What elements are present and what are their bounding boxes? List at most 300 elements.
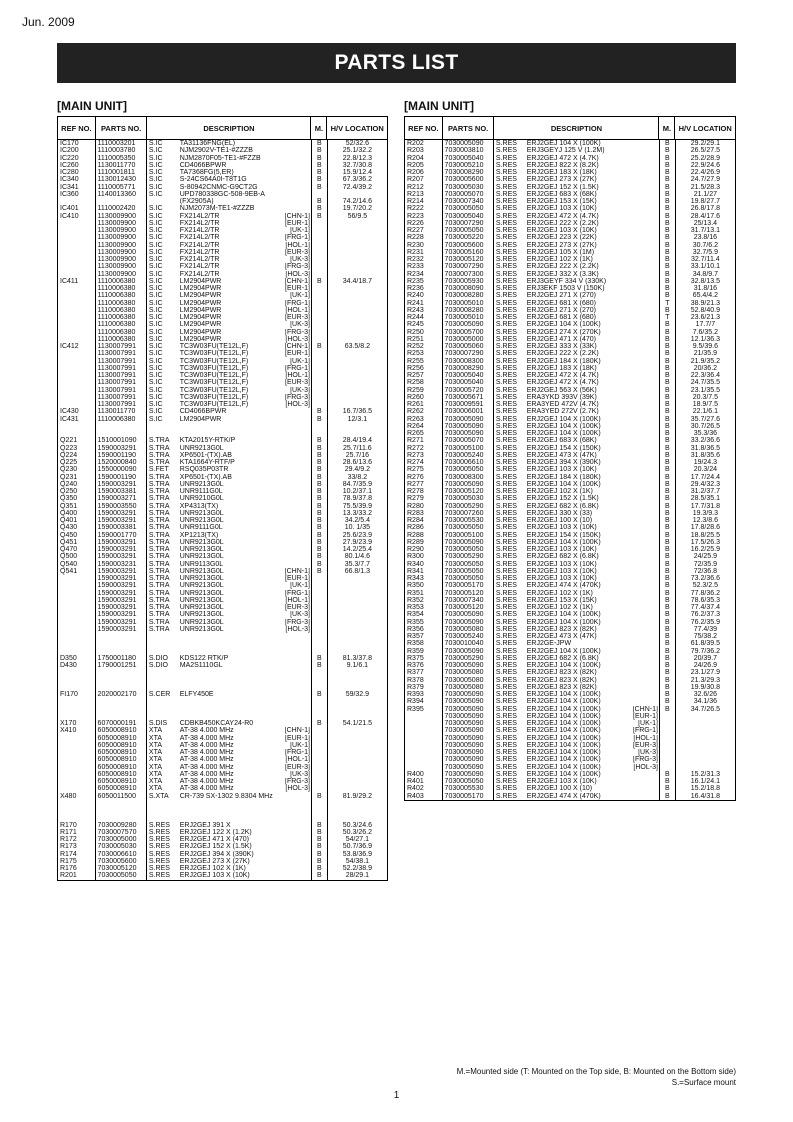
description-cell bbox=[494, 727, 659, 734]
parts-no-cell: 1590003271 bbox=[97, 495, 137, 503]
part-type-cell: S.IC bbox=[148, 176, 163, 184]
ref-no-cell bbox=[58, 742, 95, 749]
parts-no-cell: 7030005120 bbox=[444, 589, 484, 597]
ref-no-cell: FI170 bbox=[60, 691, 78, 698]
mounted-side-cell: B bbox=[664, 618, 670, 626]
hv-location-cell: 73.2/36.6 bbox=[690, 575, 720, 582]
ref-no-cell: Q470 bbox=[60, 546, 78, 553]
hv-location-cell bbox=[328, 387, 387, 394]
mounted-side-cell: B bbox=[664, 488, 670, 495]
part-description: ERJ2GEJ 104 X (100K) bbox=[526, 611, 601, 619]
part-type-cell: S.RES bbox=[495, 473, 517, 481]
ref-no-cell: R276 bbox=[407, 473, 424, 481]
mounted-side-cell bbox=[312, 329, 327, 336]
parts-no-cell: 7030005010 bbox=[444, 314, 484, 321]
ref-no-cell: R258 bbox=[407, 379, 424, 387]
description-cell bbox=[147, 749, 311, 756]
parts-no-cell: 1110002420 bbox=[97, 205, 136, 213]
ref-no-cell: R228 bbox=[407, 234, 424, 242]
ref-no-cell bbox=[58, 300, 95, 307]
part-description: ERJ2GEJ 222 X (2.2K) bbox=[526, 350, 599, 358]
description-cell bbox=[147, 314, 311, 321]
parts-no-cell: 6050008910 bbox=[97, 741, 137, 749]
mounted-side-cell: B bbox=[664, 379, 670, 387]
part-description: ERJ2GEJ 472 X (4.7K) bbox=[526, 379, 599, 387]
hv-location-cell bbox=[676, 742, 735, 749]
ref-no-cell bbox=[58, 706, 95, 713]
mounted-side-cell bbox=[312, 242, 327, 249]
parts-no-cell bbox=[96, 713, 146, 720]
hv-location-cell bbox=[328, 742, 387, 749]
part-description: ERJ2GEJ 472 X (4.7K) bbox=[526, 154, 599, 162]
parts-no-cell: 1590003550 bbox=[97, 502, 137, 510]
hv-location-cell: 34.1/36 bbox=[693, 698, 718, 706]
mounted-side-cell: B bbox=[664, 691, 670, 698]
mounted-side-cell bbox=[312, 648, 327, 655]
description-cell bbox=[494, 698, 659, 705]
hv-location-cell bbox=[328, 336, 387, 343]
part-description: ERJ2GEJ 391 X bbox=[179, 821, 231, 829]
ref-no-cell: R277 bbox=[407, 480, 424, 488]
version-code: [HOL-1] bbox=[633, 734, 658, 742]
parts-no-cell: 1130009900 bbox=[97, 212, 136, 220]
location-column bbox=[676, 140, 735, 800]
part-type-cell: S.RES bbox=[495, 509, 517, 517]
part-type-cell: S.RES bbox=[495, 618, 517, 626]
description-cell bbox=[494, 343, 659, 350]
parts-no-cell: 7030005050 bbox=[444, 466, 484, 474]
mounted-side-cell: B bbox=[664, 698, 670, 706]
hv-location-cell bbox=[328, 372, 387, 379]
parts-no-cell: 7030008280 bbox=[444, 306, 484, 314]
part-description: UPD780338GC-508-9EB-A bbox=[179, 190, 265, 198]
header-description: DESCRIPTION bbox=[147, 117, 311, 139]
mounted-side-cell: B bbox=[664, 328, 670, 336]
description-cell bbox=[147, 503, 311, 510]
mounted-side-cell: B bbox=[664, 422, 670, 430]
ref-no-cell: Q231 bbox=[60, 473, 78, 481]
hv-location-cell bbox=[328, 807, 387, 814]
hv-location-cell: 34.8/9.7 bbox=[692, 270, 719, 278]
hv-location-cell: 81.3/37.8 bbox=[342, 654, 372, 662]
parts-no-cell: 7030005090 bbox=[444, 727, 484, 735]
description-cell bbox=[494, 735, 659, 742]
mounted-side-cell: B bbox=[664, 459, 670, 466]
parts-no-cell: 7030005090 bbox=[444, 763, 484, 771]
part-type-cell: S.TRA bbox=[148, 473, 170, 481]
hv-location-cell: 22.4/26.9 bbox=[690, 169, 720, 176]
hv-location-cell: 78.9/37.8 bbox=[342, 495, 372, 503]
part-type-cell: S.RES bbox=[495, 270, 517, 278]
description-cell bbox=[494, 394, 659, 401]
part-description: TC3W03FU(TE12L,F) bbox=[179, 379, 249, 387]
parts-no-cell: 7030005040 bbox=[444, 212, 484, 220]
part-description: S-80942CNMC-G9CT2G bbox=[179, 183, 258, 191]
hv-location-cell bbox=[328, 785, 387, 792]
part-type-cell: S.RES bbox=[495, 749, 517, 756]
mounted-side-cell: B bbox=[316, 147, 322, 155]
description-cell bbox=[147, 379, 311, 386]
hv-location-cell bbox=[328, 604, 387, 611]
description-cell bbox=[147, 213, 311, 220]
part-type-cell: S.RES bbox=[495, 328, 517, 336]
description-cell bbox=[494, 713, 659, 720]
mounted-side-cell: B bbox=[316, 473, 322, 481]
part-type-cell: S.TRA bbox=[148, 596, 170, 604]
description-cell bbox=[494, 227, 659, 234]
part-type-cell: S.IC bbox=[148, 357, 163, 365]
hv-location-cell: 10. 1/35 bbox=[344, 524, 371, 532]
part-type-cell: S.RES bbox=[495, 763, 517, 771]
description-cell bbox=[494, 626, 659, 633]
mounted-side-cell: B bbox=[316, 792, 322, 800]
mounted-side-cell bbox=[312, 256, 327, 263]
ref-no-cell: R222 bbox=[407, 205, 424, 213]
description-cell bbox=[147, 561, 311, 568]
description-cell bbox=[494, 184, 659, 191]
parts-no-cell: 1110006380 bbox=[97, 306, 136, 314]
hv-location-cell bbox=[676, 727, 735, 734]
parts-no-cell: 1590003291 bbox=[97, 596, 137, 604]
part-description: ERJ2GEJ 104 X (100K) bbox=[526, 415, 601, 423]
part-description: AT-38 4.000 MHz bbox=[179, 749, 234, 756]
hv-location-cell bbox=[328, 234, 387, 241]
part-type-cell: S.TRA bbox=[148, 451, 170, 459]
parts-no-cell: 1590003231 bbox=[97, 560, 137, 568]
mounted-side-cell bbox=[312, 227, 327, 234]
hv-location-cell bbox=[328, 307, 387, 314]
ref-no-cell: X410 bbox=[60, 727, 77, 735]
hv-location-cell: 13.3/33.2 bbox=[342, 509, 372, 517]
hv-location-cell: 30.7/6.2 bbox=[692, 241, 719, 249]
description-cell bbox=[147, 662, 311, 669]
mounted-side-cell: B bbox=[316, 509, 322, 517]
part-type-cell: S.RES bbox=[495, 596, 517, 604]
ref-no-cell: R227 bbox=[407, 227, 424, 234]
part-type-cell: S.IC bbox=[148, 364, 163, 372]
hv-location-cell bbox=[676, 749, 735, 756]
parts-no-cell: 7030005090 bbox=[444, 691, 484, 698]
part-description: FX214L2/TR bbox=[179, 234, 220, 242]
hv-location-cell: 28.4/17.6 bbox=[690, 212, 720, 220]
mounted-side-cell bbox=[312, 807, 327, 814]
part-type-cell: XTA bbox=[148, 756, 163, 764]
left-section-title: [MAIN UNIT] bbox=[57, 99, 127, 113]
part-description: ERJ2GEJ 474 X (470K) bbox=[526, 582, 601, 590]
mounted-side-cell: B bbox=[664, 335, 670, 343]
part-description: ERJ2GEJ 681 X (680) bbox=[526, 314, 596, 321]
parts-no-cell: 7030006610 bbox=[97, 850, 137, 858]
mounted-side-cell: B bbox=[316, 277, 322, 285]
ref-no-cell: R354 bbox=[407, 611, 424, 619]
mounted-side-cell: B bbox=[316, 654, 322, 662]
parts-no-cell: 1590003291 bbox=[97, 538, 137, 546]
parts-no-cell: 7030005700 bbox=[444, 328, 484, 336]
ref-no-cell: R272 bbox=[407, 444, 424, 452]
mounted-side-cell: B bbox=[664, 444, 670, 452]
mounted-side-cell bbox=[312, 350, 327, 357]
parts-no-cell: 1130007991 bbox=[97, 379, 136, 387]
parts-no-cell: 7030005080 bbox=[444, 625, 484, 633]
parts-no-cell: 1110006380 bbox=[97, 335, 136, 343]
hv-location-cell: 25.7/16 bbox=[345, 451, 370, 459]
part-type-cell: S.IC bbox=[148, 415, 163, 423]
part-description: ERJ2GEJ 104 X (100K) bbox=[526, 734, 601, 742]
description-cell bbox=[147, 546, 311, 553]
hv-location-cell: 34.7/26.5 bbox=[690, 705, 720, 713]
parts-no-cell: 7030005170 bbox=[444, 582, 484, 590]
description-cell bbox=[494, 481, 659, 488]
ref-no-cell: R353 bbox=[407, 604, 424, 611]
mounted-side-cell: B bbox=[316, 843, 322, 851]
description-cell bbox=[494, 278, 659, 285]
hv-location-cell bbox=[328, 814, 387, 821]
part-description: ERJ2GEJ 473 X (47K) bbox=[526, 451, 597, 459]
parts-no-cell: 1110006380 bbox=[97, 299, 136, 307]
ref-no-cell: R174 bbox=[60, 850, 77, 858]
hv-location-cell: 29.4/9.2 bbox=[344, 466, 371, 474]
ref-no-cell: R252 bbox=[407, 343, 424, 350]
part-description: ERJ2GEJ 104 X (100K) bbox=[526, 720, 601, 727]
ref-no-cell: R235 bbox=[407, 277, 424, 285]
description-cell bbox=[494, 140, 659, 147]
mounted-side-cell bbox=[312, 300, 327, 307]
hv-location-cell: 21.9/35.2 bbox=[690, 357, 720, 365]
part-type-cell bbox=[147, 669, 178, 676]
part-description: FX214L2/TR bbox=[179, 219, 220, 227]
parts-no-cell: 6050008910 bbox=[97, 756, 137, 764]
description-cell bbox=[494, 669, 659, 676]
part-type-cell: S.IC bbox=[148, 169, 163, 176]
parts-no-cell: 7030005090 bbox=[444, 734, 484, 742]
part-type-cell: S.RES bbox=[495, 734, 517, 742]
part-description: ERJ2GEJ 104 X (100K) bbox=[526, 480, 601, 488]
parts-no-cell: 1590001190 bbox=[97, 451, 136, 459]
mounted-side-cell: B bbox=[664, 451, 670, 459]
part-type-cell: S.RES bbox=[495, 401, 517, 408]
part-type-cell bbox=[147, 684, 178, 691]
version-code: [UK-3] bbox=[290, 321, 310, 329]
parts-no-cell: 7030005090 bbox=[444, 705, 484, 713]
description-cell bbox=[494, 242, 659, 249]
part-description: ERJ2GEJ 103 X (10K) bbox=[526, 778, 597, 785]
right-section-title: [MAIN UNIT] bbox=[404, 99, 474, 113]
ref-no-cell: R259 bbox=[407, 386, 424, 394]
part-description: ERJ2GEJ 183 X (18K) bbox=[526, 169, 597, 176]
hv-location-cell bbox=[328, 640, 387, 647]
parts-no-cell: 7030005010 bbox=[444, 299, 484, 307]
version-code: [HOL-3] bbox=[285, 335, 310, 343]
mounted-side-cell: B bbox=[316, 415, 322, 423]
part-type-cell: XTA bbox=[148, 778, 163, 785]
ref-no-cell: Q230 bbox=[60, 466, 78, 474]
part-type-cell: S.IC bbox=[148, 335, 163, 343]
description-cell bbox=[147, 756, 311, 763]
part-type-cell: S.RES bbox=[495, 727, 517, 735]
hv-location-cell: 12/3.1 bbox=[347, 415, 368, 423]
part-description: LM2904PWR bbox=[179, 277, 222, 285]
description-cell bbox=[147, 445, 311, 452]
ref-no-cell bbox=[58, 669, 95, 676]
part-type-cell: S.IC bbox=[148, 408, 163, 416]
part-type-cell: S.RES bbox=[495, 560, 517, 568]
hv-location-cell: 32.7/5.9 bbox=[692, 248, 719, 256]
ref-no-cell: Q400 bbox=[60, 509, 78, 517]
ref-no-cell: R358 bbox=[407, 640, 424, 648]
mounted-side-cell bbox=[312, 387, 327, 394]
ref-no-cell bbox=[58, 785, 95, 792]
ref-no-cell: R206 bbox=[407, 169, 424, 176]
parts-no-cell: 7030005120 bbox=[444, 604, 484, 611]
mounted-side-cell bbox=[312, 633, 327, 640]
parts-no-cell: 7030005040 bbox=[444, 379, 484, 387]
mounted-side-cell: B bbox=[664, 662, 670, 669]
ref-no-cell: R283 bbox=[407, 509, 424, 517]
hv-location-cell: 75/38.2 bbox=[693, 633, 718, 640]
part-type-cell: S.RES bbox=[495, 379, 517, 387]
mounted-side-cell: B bbox=[316, 212, 322, 220]
mounted-side-cell: B bbox=[664, 205, 670, 213]
part-type-cell: S.TRA bbox=[148, 437, 170, 445]
version-code: [HOL-3] bbox=[285, 401, 310, 408]
header-ref-no: REF NO. bbox=[405, 117, 443, 139]
mounted-side-cell: B bbox=[664, 582, 670, 590]
part-type-cell: S.RES bbox=[495, 625, 517, 633]
ref-no-cell: R260 bbox=[407, 393, 424, 401]
description-cell bbox=[494, 387, 659, 394]
mounted-side-cell bbox=[312, 220, 327, 227]
document-date: Jun. 2009 bbox=[22, 15, 75, 29]
version-code: [HOL-1] bbox=[285, 241, 310, 249]
mounted-side-cell: B bbox=[664, 270, 670, 278]
hv-location-cell: 34.4/18.7 bbox=[342, 277, 372, 285]
part-type-cell: S.DIS bbox=[148, 720, 168, 727]
parts-no-cell: 6050008910 bbox=[97, 785, 137, 793]
part-description: XP1213(TX) bbox=[179, 531, 219, 539]
parts-no-cell bbox=[96, 807, 146, 814]
ref-no-cell: R379 bbox=[407, 683, 424, 691]
description-cell bbox=[147, 822, 311, 829]
mounted-side-cell: B bbox=[664, 437, 670, 445]
mounted-side-cell: B bbox=[664, 589, 670, 597]
description-cell bbox=[494, 662, 659, 669]
part-description: NJM2073M-TE1-#ZZZB bbox=[179, 205, 255, 213]
description-cell bbox=[147, 263, 311, 270]
part-type-cell: S.RES bbox=[148, 872, 170, 880]
parts-no-cell: 6050008910 bbox=[97, 734, 137, 742]
part-description: CD4066BPWR bbox=[179, 161, 227, 169]
description-cell bbox=[494, 285, 659, 292]
parts-no-cell: 1110006380 bbox=[97, 321, 136, 329]
hv-location-cell: 77.4/37.4 bbox=[690, 604, 720, 611]
ref-no-cell: R243 bbox=[407, 306, 424, 314]
mounted-side-cell: T bbox=[665, 314, 670, 321]
hv-location-cell bbox=[328, 379, 387, 386]
part-type-cell: S.RES bbox=[495, 212, 517, 220]
part-type-cell: S.TRA bbox=[148, 546, 170, 553]
part-description: ERJ2GEJ 103 X (10K) bbox=[526, 524, 597, 532]
ref-no-cell: R201 bbox=[60, 872, 77, 880]
mounted-column bbox=[312, 140, 328, 880]
mounted-side-cell: B bbox=[664, 285, 670, 292]
hv-location-cell: 19.9/30.8 bbox=[690, 683, 720, 691]
parts-no-cell: 1140013360 bbox=[97, 190, 136, 198]
hv-location-cell bbox=[328, 285, 387, 292]
hv-location-cell: 54/27.1 bbox=[345, 836, 370, 843]
description-cell bbox=[147, 532, 311, 539]
mounted-side-cell bbox=[312, 285, 327, 292]
ref-column bbox=[58, 140, 96, 880]
hv-location-cell: 20.3/24 bbox=[693, 466, 718, 474]
parts-no-cell: 7030005070 bbox=[444, 190, 484, 198]
part-type-cell: S.RES bbox=[495, 263, 517, 271]
mounted-side-cell bbox=[312, 191, 327, 198]
part-description: ERJ2GEJ 154 X (150K) bbox=[526, 444, 601, 452]
ref-no-cell: IC200 bbox=[60, 147, 79, 155]
part-type-cell: S.RES bbox=[495, 633, 517, 640]
part-type-cell: S.RES bbox=[495, 662, 517, 669]
ref-no-cell: R289 bbox=[407, 538, 424, 546]
description-cell bbox=[147, 785, 311, 792]
part-description: (FX2905A) bbox=[179, 198, 214, 205]
hv-location-cell: 20.3/7.5 bbox=[692, 393, 719, 401]
ref-no-cell: R250 bbox=[407, 328, 424, 336]
mounted-side-cell: B bbox=[664, 509, 670, 517]
ref-no-cell: R284 bbox=[407, 517, 424, 524]
mounted-side-cell: B bbox=[664, 683, 670, 691]
parts-no-cell: 6050008910 bbox=[97, 727, 137, 735]
ref-no-cell bbox=[58, 575, 95, 582]
version-code: [FRG-1] bbox=[285, 364, 310, 372]
mounted-side-cell: B bbox=[316, 140, 322, 147]
description-cell bbox=[494, 575, 659, 582]
parts-no-cell bbox=[96, 430, 146, 437]
parts-no-cell bbox=[96, 684, 146, 691]
parts-no-cell: 7030007290 bbox=[444, 263, 484, 271]
hv-location-cell bbox=[328, 778, 387, 785]
parts-no-cell: 7030005070 bbox=[444, 437, 484, 445]
part-description: LM2904PWR bbox=[179, 335, 222, 343]
part-description: ERJ2GEJ 682 X (6.8K) bbox=[526, 553, 599, 561]
part-type-cell: S.IC bbox=[148, 277, 163, 285]
parts-no-cell: 7030005000 bbox=[97, 836, 137, 843]
table-header bbox=[405, 117, 735, 140]
parts-no-cell: 7030009280 bbox=[97, 821, 137, 829]
ref-no-cell: R343 bbox=[407, 575, 424, 582]
part-description: ERJ2GEJ 822 X (8.2K) bbox=[526, 161, 599, 169]
mounted-side-cell bbox=[312, 706, 327, 713]
ref-no-cell bbox=[58, 640, 95, 647]
ref-no-cell: R340 bbox=[407, 560, 424, 568]
parts-no-cell: 1790001251 bbox=[97, 662, 137, 669]
header-description: DESCRIPTION bbox=[494, 117, 659, 139]
version-code: [EUR-1] bbox=[633, 712, 658, 720]
mounted-side-cell: B bbox=[664, 292, 670, 300]
ref-no-cell: R394 bbox=[407, 698, 424, 706]
part-description: ERJ2GEJ 102 X (1K) bbox=[526, 589, 593, 597]
part-description: ERJ2GEJ 474 X (470K) bbox=[526, 792, 601, 800]
mounted-side-cell: B bbox=[664, 466, 670, 474]
part-description: FX214L2/TR bbox=[179, 263, 220, 271]
description-cell bbox=[494, 147, 659, 154]
hv-location-cell bbox=[328, 365, 387, 372]
hv-location-cell: 17.7/24.4 bbox=[690, 473, 720, 481]
ref-no-cell: R280 bbox=[407, 502, 424, 510]
parts-no-cell: 1110006380 bbox=[97, 314, 136, 321]
version-code: [CHN-1] bbox=[284, 727, 310, 735]
hv-location-cell: 61.8/39.5 bbox=[690, 640, 720, 648]
ref-no-cell bbox=[58, 271, 95, 278]
